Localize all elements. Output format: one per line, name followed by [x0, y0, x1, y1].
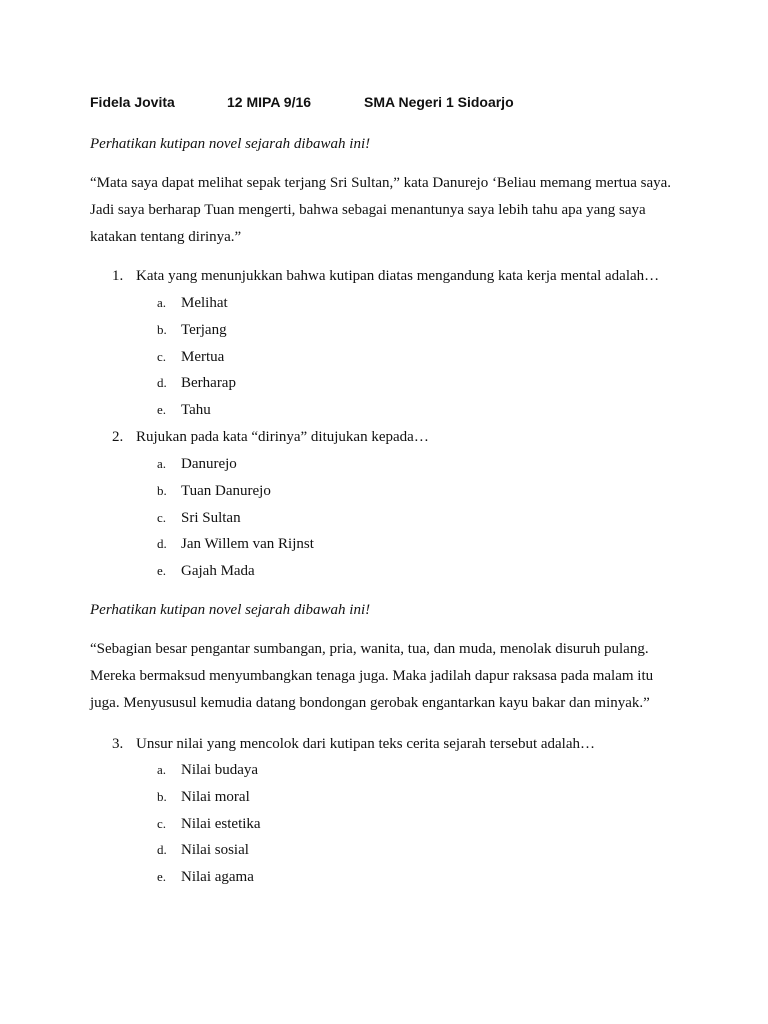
option-c	[157, 811, 261, 838]
question-text: Unsur nilai yang mencolok dari kutipan teks cerita sejarah tersebut adalah…	[136, 736, 596, 752]
quote-2	[90, 636, 680, 717]
question-2	[112, 429, 429, 446]
option-text: Danurejo	[181, 456, 237, 472]
option-b	[157, 784, 261, 811]
option-letter: b.	[157, 788, 167, 804]
question-2-options	[157, 451, 314, 585]
option-letter: e.	[157, 402, 167, 418]
option-text: Melihat	[181, 295, 228, 311]
instruction-2: Perhatikan kutipan novel sejarah dibawah ini!	[90, 602, 371, 618]
option-b	[157, 478, 314, 505]
option-letter: e.	[157, 563, 167, 579]
option-d	[157, 531, 314, 558]
option-a	[157, 290, 236, 317]
student-class: 12 MIPA 9/16	[227, 94, 312, 110]
option-a	[157, 757, 261, 784]
option-c	[157, 505, 314, 532]
option-text: Nilai moral	[181, 788, 250, 805]
option-e	[157, 864, 261, 891]
option-d	[157, 837, 261, 864]
question-text: Kata yang menunjukkan bahwa kutipan diatas mengandung kata kerja mental adalah…	[136, 268, 660, 284]
option-letter: d.	[157, 842, 167, 858]
question-number: 3.	[112, 736, 124, 752]
question-1	[112, 268, 659, 285]
quote-line: “Sebagian besar pengantar sumbangan, pria, wanita, tua, dan muda, menolak disuruh pulang.	[90, 641, 649, 657]
option-text: Jan Willem van Rijnst	[181, 536, 314, 553]
option-text: Nilai budaya	[181, 762, 259, 778]
option-letter: c.	[157, 509, 167, 525]
quote-1	[90, 170, 680, 251]
option-letter: a.	[157, 762, 167, 777]
option-text: Gajah Mada	[181, 563, 255, 580]
option-e	[157, 397, 236, 424]
option-text: Nilai sosial	[181, 842, 249, 859]
option-letter: d.	[157, 375, 167, 391]
option-c	[157, 344, 236, 371]
option-letter: e.	[157, 869, 167, 885]
option-b	[157, 317, 236, 344]
option-text: Nilai estetika	[181, 815, 261, 832]
quote-line: “Mata saya dapat melihat sepak terjang Sri Sultan,” kata Danurejo ‘Beliau memang mertua saya.	[90, 175, 672, 191]
quote-line: Mereka bermaksud menyumbangkan tenaga juga. Maka jadilah dapur raksasa pada malam itu	[90, 668, 654, 684]
school-name: SMA Negeri 1 Sidoarjo	[364, 94, 514, 110]
option-text: Terjang	[181, 321, 227, 338]
quote-line: juga. Menyususul kemudia datang bondongan gerobak engantarkan kayu bakar dan minyak.”	[90, 695, 650, 711]
option-text: Mertua	[181, 348, 225, 365]
instruction-1: Perhatikan kutipan novel sejarah dibawah ini!	[90, 136, 371, 152]
option-text: Nilai agama	[181, 869, 254, 886]
option-letter: a.	[157, 456, 167, 471]
option-a	[157, 451, 314, 478]
option-text: Sri Sultan	[181, 509, 241, 526]
option-e	[157, 558, 314, 585]
question-1-options	[157, 290, 236, 424]
option-text: Tahu	[181, 402, 211, 419]
question-number: 1.	[112, 268, 124, 284]
student-name: Fidela Jovita	[90, 94, 175, 110]
option-letter: d.	[157, 536, 167, 552]
quote-line: katakan tentang dirinya.”	[90, 229, 242, 245]
question-3	[112, 736, 595, 753]
question-text: Rujukan pada kata “dirinya” ditujukan kepada…	[136, 429, 429, 445]
option-text: Tuan Danurejo	[181, 482, 271, 499]
question-number: 2.	[112, 429, 124, 445]
option-text: Berharap	[181, 375, 236, 392]
quote-line: Jadi saya berharap Tuan mengerti, bahwa sebagai menantunya saya lebih tahu apa yang saya	[90, 202, 646, 218]
option-letter: b.	[157, 321, 167, 337]
option-letter: b.	[157, 482, 167, 498]
option-letter: a.	[157, 295, 167, 310]
option-letter: c.	[157, 348, 167, 364]
question-3-options	[157, 757, 261, 891]
option-letter: c.	[157, 815, 167, 831]
option-d	[157, 370, 236, 397]
